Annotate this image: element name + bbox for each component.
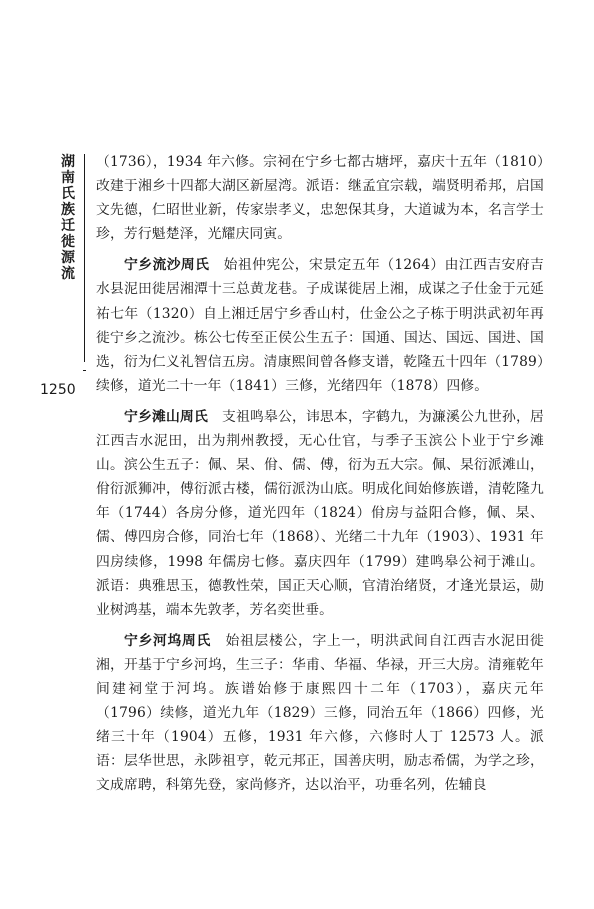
side-title: 湖南氏族迁徙源流 — [61, 154, 75, 282]
side-rule — [84, 154, 85, 362]
page-number: 1250 — [40, 382, 76, 398]
paragraph-text: 始祖层楼公，字上一，明洪武间自江西吉水泥田徙湘，开基于宁乡河坞，生三子：华甫、华福、华禄，开三大房。清雍乾年间建祠堂于河坞。族谱始修于康熙四十二年（1703），嘉庆元年（1796）续修，道光九年（1829）三修，同治五年（1866）四修，光绪三十年（1904）五修，1931 年六修，六修时人丁 12573 人。派语：层华世思，永陟祖亨，乾元邦正，国善庆明，励志希儒，为学之珍，文成席聘，科第先登，家尚修齐，达以治平，功垂名列，佐辅良 — [96, 632, 544, 794]
side-tick — [83, 370, 86, 371]
paragraph-text: （1736），1934 年六修。宗祠在宁乡七都古塘坪，嘉庆十五年（1810）改建于湘乡十四都大湖区新屋湾。派语：继孟宜宗载，端贤明希邦，启国文先德，仁昭世业新，传家崇孝义，忠恕保其身，大道诚为本，名言学士珍，芳行魁楚泽，光耀庆同寅。 — [96, 154, 544, 243]
paragraph-2 — [96, 253, 544, 398]
paragraph-heading: 宁乡滩山周氏 — [124, 408, 209, 425]
paragraph-text: 支祖鸣皋公，讳思本，字鹤九，为濂溪公九世孙，居江西吉水泥田，出为荆州教授，无心仕官，与季子玉滨公卜业于宁乡滩山。滨公生五子：佩、杲、佾、儒、傅，衍为五大宗。佩、杲衍派滩山，佾衍派狮冲，傅衍派古楼，儒衍派沩山底。明成化间始修族谱，清乾隆九年（1744）各房分修，道光四年（1824）佾房与益阳合修，佩、杲、儒、傅四房合修，同治七年（1868）、光绪二十九年（1903）、1931 年四房续修，1998 年儒房七修。嘉庆四年（1799）建鸣皋公祠于滩山。派语：典雅思玉，德教性荣，国正天心顺，官清治绪贤，才逢光景运，勋业树鸿基，端本先敦孝，芳名奕世垂。 — [96, 408, 544, 618]
paragraph-heading: 宁乡流沙周氏 — [124, 257, 210, 274]
body-text — [96, 150, 544, 804]
paragraph-text: 始祖仲宪公，宋景定五年（1264）由江西吉安府吉水县泥田徙居湘潭十三总黄龙巷。子成谋徙居上湘，成谋之子仕金于元延祐七年（1320）自上湘迁居宁乡香山村，仕金公之子栋于明洪武初年再徙宁乡之流沙。栋公七传至正侯公生五子：国通、国达、国远、国进、国选，衍为仁义礼智信五房。清康熙间曾各修支谱，乾隆五十四年（1789）续修，道光二十一年（1841）三修，光绪四年（1878）四修。 — [96, 257, 544, 394]
paragraph-4 — [96, 629, 544, 798]
paragraph-heading: 宁乡河坞周氏 — [124, 632, 212, 649]
paragraph-1 — [96, 150, 544, 246]
paragraph-3 — [96, 405, 544, 622]
